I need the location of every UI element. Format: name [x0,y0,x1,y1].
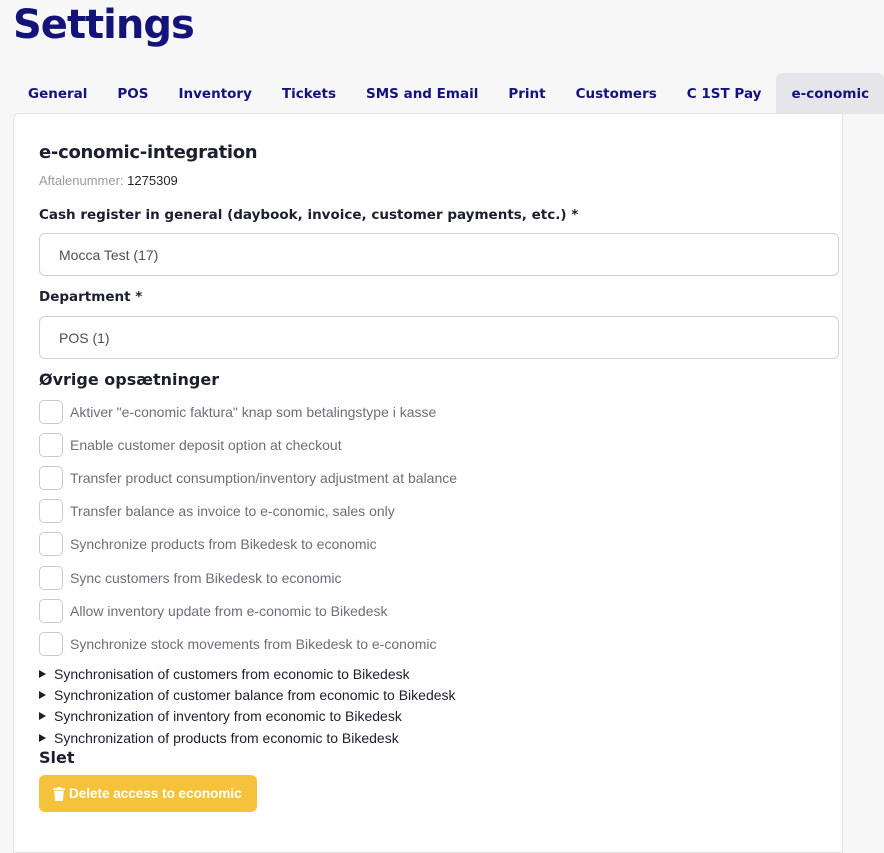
option-label: Synchronize products from Bikedesk to economic [70,536,377,553]
option-checkbox[interactable] [39,433,63,457]
option-inventory-update [39,594,457,627]
disclosure-triangle-icon [39,734,46,742]
department-value: POS (1) [59,329,110,346]
option-sync-customers [39,561,457,594]
tab-e-conomic[interactable]: e-conomic [776,73,884,114]
cash-register-value: Mocca Test (17) [59,246,159,263]
sync-customer-balance-section[interactable] [39,684,456,705]
settings-tabs [13,73,870,114]
agreement-label: Aftalenummer: [39,173,124,188]
sync-sections [39,663,456,748]
cash-register-select[interactable] [39,233,839,276]
tab-sms-and-email[interactable]: SMS and Email [366,85,479,102]
option-label: Transfer product consumption/inventory adjustment at balance [70,469,458,486]
option-checkbox[interactable] [39,632,63,656]
integration-heading: e-conomic-integration [39,142,258,163]
trash-icon [53,787,65,801]
sync-section-label: Synchronization of customer balance from economic to Bikedesk [54,686,456,703]
sync-products-section[interactable] [39,727,456,748]
option-checkbox[interactable] [39,532,63,556]
other-settings-heading: Øvrige opsætninger [39,370,220,389]
page-title: Settings [13,2,194,48]
option-checkbox[interactable] [39,400,63,424]
agreement-number [39,173,178,188]
option-sync-products [39,528,457,561]
disclosure-triangle-icon [39,670,46,678]
option-checkbox[interactable] [39,566,63,590]
option-label: Enable customer deposit option at checkout [70,436,342,453]
tab-inventory[interactable]: Inventory [178,85,252,102]
agreement-value: 1275309 [127,173,178,188]
sync-section-label: Synchronization of products from economic to Bikedesk [54,729,399,746]
department-label: Department * [39,289,143,305]
option-checkbox[interactable] [39,499,63,523]
delete-access-label: Delete access to economic [69,786,242,801]
disclosure-triangle-icon [39,712,46,720]
option-label: Synchronize stock movements from Bikedesk to e-conomic [70,635,437,652]
option-checkbox[interactable] [39,599,63,623]
tab-general[interactable]: General [28,85,88,102]
option-customer-deposit [39,428,457,461]
disclosure-triangle-icon [39,691,46,699]
option-transfer-balance-invoice [39,495,457,528]
cash-register-label: Cash register in general (daybook, invoice, customer payments, etc.) * [39,207,579,223]
delete-heading: Slet [39,748,75,767]
sync-customers-section[interactable] [39,663,456,684]
option-e-conomic-invoice-button [39,395,457,428]
sync-section-label: Synchronisation of customers from economic to Bikedesk [54,665,410,682]
sync-section-label: Synchronization of inventory from economic to Bikedesk [54,708,402,725]
other-settings-list [39,395,457,661]
tab-pos[interactable]: POS [117,85,149,102]
department-select[interactable] [39,316,839,359]
tab-c-1st-pay[interactable]: C 1ST Pay [686,85,762,102]
option-sync-stock-movements [39,627,457,660]
option-label: Sync customers from Bikedesk to economic [70,569,342,586]
option-checkbox[interactable] [39,466,63,490]
sync-inventory-section[interactable] [39,706,456,727]
option-label: Aktiver "e-conomic faktura" knap som betalingstype i kasse [70,403,437,420]
option-label: Transfer balance as invoice to e-conomic, sales only [70,503,395,520]
option-transfer-consumption [39,461,457,494]
tab-customers[interactable]: Customers [575,85,657,102]
tab-tickets[interactable]: Tickets [281,85,336,102]
delete-access-button[interactable] [39,775,257,812]
option-label: Allow inventory update from e-conomic to Bikedesk [70,602,388,619]
settings-panel [13,113,843,853]
tab-print[interactable]: Print [508,85,546,102]
